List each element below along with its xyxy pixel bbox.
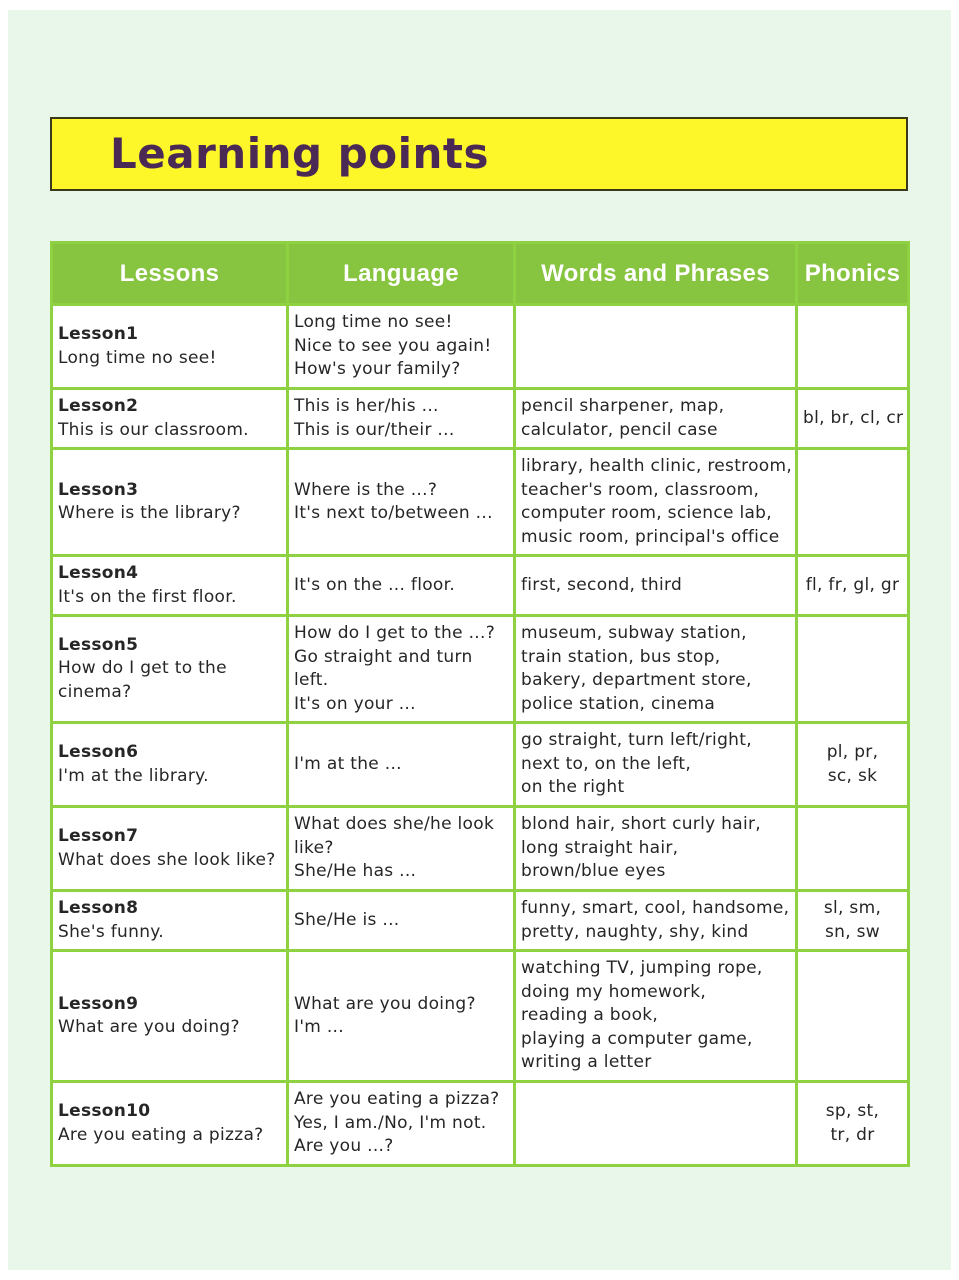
language-line: I'm ... <box>294 1017 344 1037</box>
language-cell <box>288 1082 515 1166</box>
phonics-line: fl, fr, gl, gr <box>805 574 900 595</box>
words-line: pencil sharpener, map, <box>521 396 725 416</box>
words-line: doing my homework, <box>521 981 707 1002</box>
words-line: blond hair, short curly hair, <box>521 814 761 835</box>
phonics-cell <box>797 723 909 807</box>
words-line: writing a letter <box>521 1052 652 1073</box>
phonics-line: tr, dr <box>830 1124 875 1145</box>
language-line: It's on the ... floor. <box>294 574 456 595</box>
language-cell <box>288 723 515 807</box>
language-line: Are you eating a pizza? <box>294 1089 500 1110</box>
lesson-title: Where is the library? <box>58 503 241 523</box>
words-line: pretty, naughty, shy, kind <box>521 921 749 942</box>
header-language: Language <box>288 243 515 305</box>
table-row <box>52 951 909 1082</box>
words-cell <box>515 556 797 616</box>
language-line: How's your family? <box>294 359 461 380</box>
lesson-number: Lesson5 <box>58 634 139 655</box>
page-title: Learning points <box>110 129 489 178</box>
words-line: reading a book, <box>521 1005 659 1026</box>
lesson-cell <box>52 449 288 556</box>
language-cell <box>288 891 515 951</box>
language-cell <box>288 616 515 723</box>
header-phonics: Phonics <box>797 243 909 305</box>
language-line: Go straight and turn left. <box>294 646 473 690</box>
lesson-title: I'm at the library. <box>58 765 209 786</box>
words-cell <box>515 305 797 389</box>
words-line: train station, bus stop, <box>521 646 721 667</box>
words-line: computer room, science lab, <box>521 503 772 523</box>
table-row <box>52 891 909 951</box>
phonics-line: sl, sm, <box>823 898 882 918</box>
lesson-cell <box>52 556 288 616</box>
table-row <box>52 305 909 389</box>
lesson-cell <box>52 723 288 807</box>
lesson-number: Lesson7 <box>58 826 139 846</box>
language-line: Nice to see you again! <box>294 335 492 356</box>
table-row <box>52 389 909 449</box>
lesson-title: This is our classroom. <box>58 419 249 440</box>
lesson-title: How do I get to the cinema? <box>58 658 227 702</box>
language-cell <box>288 807 515 891</box>
title-banner <box>50 117 908 191</box>
language-cell <box>288 556 515 616</box>
lesson-cell <box>52 616 288 723</box>
words-cell <box>515 807 797 891</box>
language-line: What are you doing? <box>294 993 476 1014</box>
table-row <box>52 807 909 891</box>
language-line: What does she/he look like? <box>294 814 495 858</box>
words-line: go straight, turn left/right, <box>521 730 752 751</box>
words-cell <box>515 951 797 1082</box>
language-line: It's next to/between ... <box>294 503 493 523</box>
phonics-cell <box>797 807 909 891</box>
lesson-cell <box>52 951 288 1082</box>
language-line: She/He is ... <box>294 909 400 930</box>
table-row <box>52 1082 909 1166</box>
language-line: Where is the ...? <box>294 479 438 500</box>
lesson-title: She's funny. <box>58 921 164 942</box>
phonics-line: pl, pr, <box>826 742 879 762</box>
lesson-number: Lesson8 <box>58 898 139 918</box>
lesson-title: It's on the first floor. <box>58 586 237 607</box>
header-lessons: Lessons <box>52 243 288 305</box>
words-line: brown/blue eyes <box>521 861 666 882</box>
phonics-cell <box>797 449 909 556</box>
lesson-title: Are you eating a pizza? <box>58 1124 264 1145</box>
lesson-cell <box>52 891 288 951</box>
words-cell <box>515 616 797 723</box>
phonics-line: sc, sk <box>827 765 878 786</box>
words-line: bakery, department store, <box>521 670 752 690</box>
words-line: funny, smart, cool, handsome, <box>521 898 790 918</box>
phonics-cell <box>797 389 909 449</box>
lesson-number: Lesson9 <box>58 993 139 1014</box>
phonics-line: bl, br, cl, cr <box>803 407 904 428</box>
phonics-cell <box>797 951 909 1082</box>
words-cell <box>515 449 797 556</box>
table-row <box>52 449 909 556</box>
words-cell <box>515 891 797 951</box>
phonics-cell <box>797 891 909 951</box>
language-line: Are you ...? <box>294 1136 394 1157</box>
words-line: watching TV, jumping rope, <box>521 958 763 979</box>
table-row <box>52 723 909 807</box>
words-cell <box>515 723 797 807</box>
header-row <box>52 243 909 305</box>
words-line: music room, principal's office <box>521 526 780 547</box>
words-line: next to, on the left, <box>521 753 692 774</box>
words-line: museum, subway station, <box>521 623 747 643</box>
language-cell <box>288 305 515 389</box>
language-line: I'm at the ... <box>294 753 402 774</box>
words-line: police station, cinema <box>521 693 716 714</box>
language-line: It's on your ... <box>294 693 416 714</box>
language-line: She/He has ... <box>294 861 417 882</box>
lesson-cell <box>52 1082 288 1166</box>
words-line: calculator, pencil case <box>521 419 718 440</box>
phonics-line: sp, st, <box>825 1101 880 1121</box>
words-line: teacher's room, classroom, <box>521 479 760 500</box>
lesson-cell <box>52 389 288 449</box>
phonics-cell <box>797 305 909 389</box>
words-line: playing a computer game, <box>521 1028 753 1049</box>
words-cell <box>515 389 797 449</box>
language-cell <box>288 951 515 1082</box>
learning-points-table <box>50 241 910 1167</box>
lesson-number: Lesson1 <box>58 324 139 344</box>
lesson-number: Lesson6 <box>58 742 139 762</box>
phonics-cell <box>797 556 909 616</box>
language-line: Yes, I am./No, I'm not. <box>294 1112 487 1133</box>
phonics-cell <box>797 616 909 723</box>
language-line: How do I get to the ...? <box>294 623 496 643</box>
lesson-title: Long time no see! <box>58 347 217 368</box>
lesson-number: Lesson2 <box>58 396 139 416</box>
language-line: Long time no see! <box>294 312 453 333</box>
phonics-line: sn, sw <box>825 921 880 942</box>
lesson-title: What does she look like? <box>58 849 276 870</box>
words-line: first, second, third <box>521 574 683 595</box>
lesson-cell <box>52 305 288 389</box>
header-words-and-phrases: Words and Phrases <box>515 243 797 305</box>
language-line: This is her/his ... <box>294 396 439 416</box>
words-cell <box>515 1082 797 1166</box>
lesson-cell <box>52 807 288 891</box>
table-row <box>52 616 909 723</box>
table-row <box>52 556 909 616</box>
language-line: This is our/their ... <box>294 419 455 440</box>
lesson-number: Lesson10 <box>58 1101 151 1121</box>
words-line: long straight hair, <box>521 837 679 858</box>
language-cell <box>288 449 515 556</box>
lesson-number: Lesson4 <box>58 563 139 583</box>
lesson-title: What are you doing? <box>58 1017 240 1037</box>
words-line: library, health clinic, restroom, <box>521 456 793 476</box>
words-line: on the right <box>521 777 625 798</box>
language-cell <box>288 389 515 449</box>
lesson-number: Lesson3 <box>58 479 139 500</box>
phonics-cell <box>797 1082 909 1166</box>
